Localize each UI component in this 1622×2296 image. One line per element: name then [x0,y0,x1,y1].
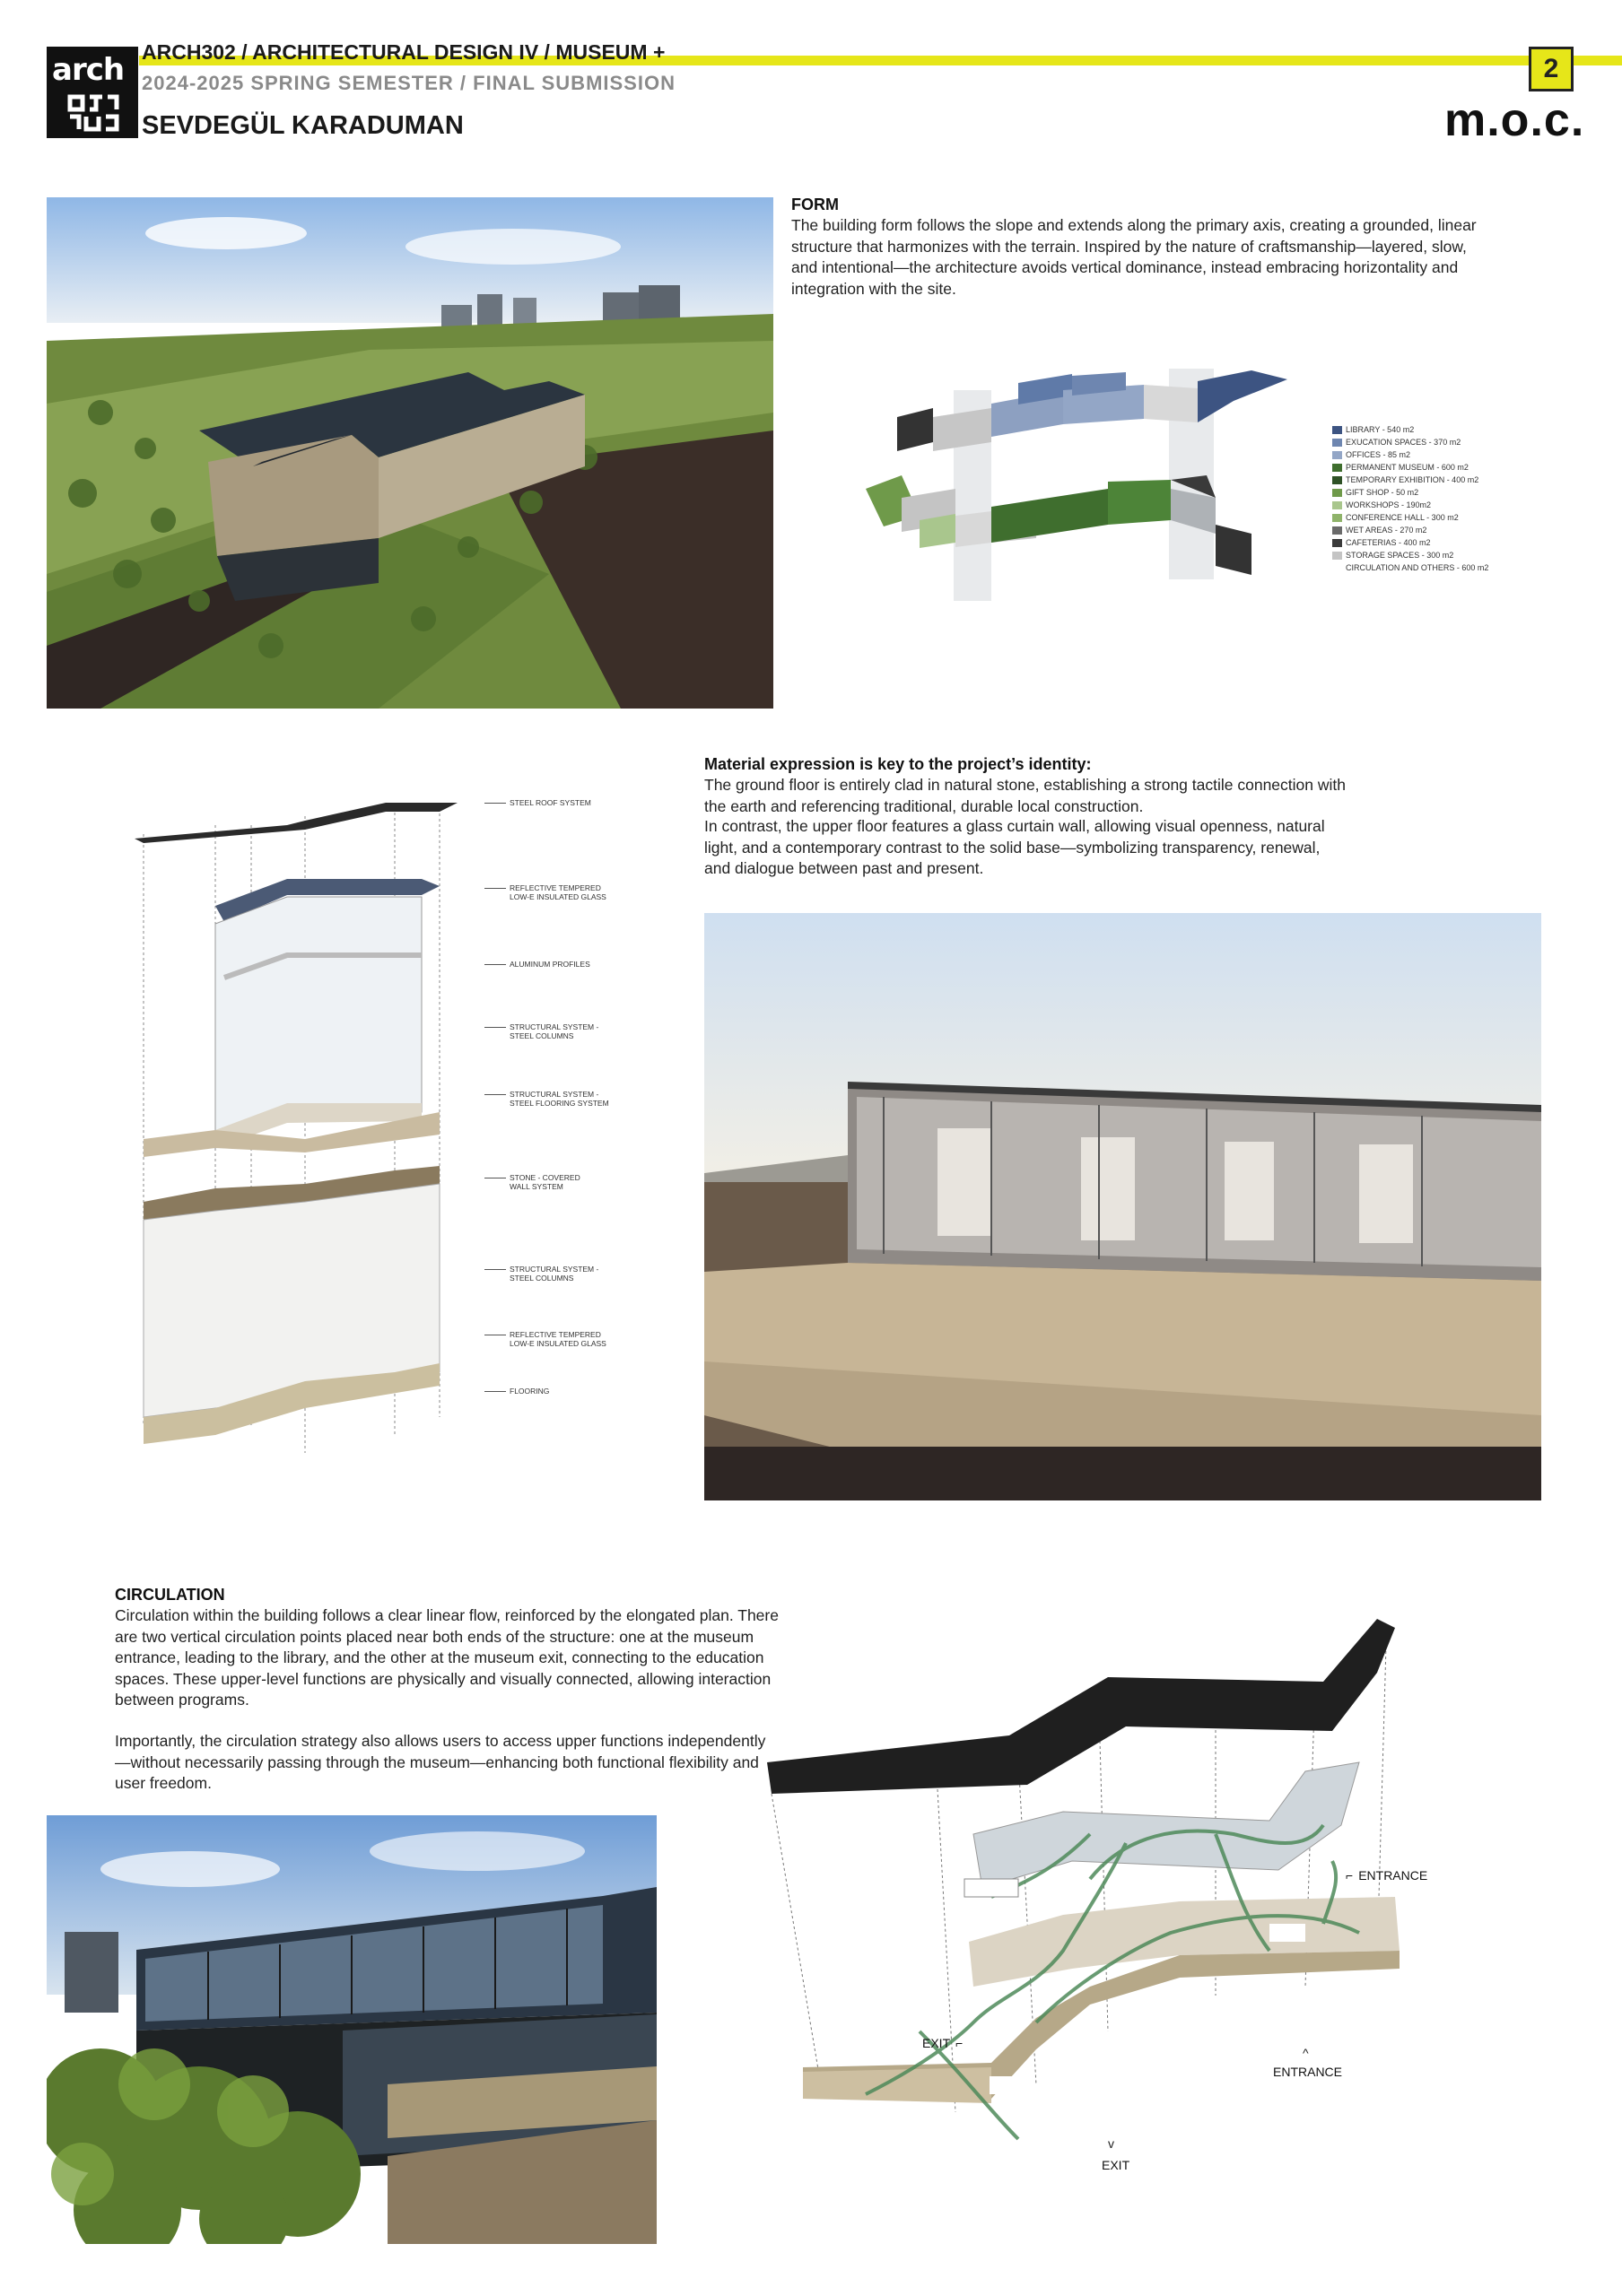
legend-item: STORAGE SPACES - 300 m2 [1332,551,1453,560]
entry-arrow-icon: ^ [1303,2046,1309,2060]
legend-item: PERMANENT MUSEUM - 600 m2 [1332,463,1469,472]
course-title: ARCH302 / ARCHITECTURAL DESIGN IV / MUSEUM + [142,40,666,64]
label-exit-bottom: EXIT [1102,2158,1130,2172]
entry-arrow-icon: ⌐ [1346,1868,1354,1883]
legend-swatch [1332,426,1342,434]
facade-render [704,913,1541,1500]
label-entrance-upper: ⌐ ENTRANCE [1346,1868,1428,1883]
legend-swatch [1332,552,1342,560]
material-text-1: The ground floor is entirely clad in natural stone, establishing a strong tactile connection with the earth and referencing traditional, durable local construction. [704,776,1346,815]
circulation-diagram [767,1610,1431,2184]
legend-swatch [1332,439,1342,447]
program-massing-diagram [857,363,1341,601]
legend-item: WORKSHOPS - 190m2 [1332,500,1431,509]
material-title: Material expression is key to the project’s identity: [704,755,1092,773]
legend-item: CIRCULATION AND OTHERS - 600 m2 [1332,563,1488,572]
legend-swatch [1332,564,1342,572]
legend-item: WET AREAS - 270 m2 [1332,526,1426,535]
circulation-title: CIRCULATION [115,1586,225,1604]
logo-text: arch [52,52,125,88]
aerial-render [47,197,773,709]
legend-item: CONFERENCE HALL - 300 m2 [1332,513,1459,522]
legend-item: GIFT SHOP - 50 m2 [1332,488,1418,497]
label-entrance-lower: ENTRANCE [1273,2065,1343,2079]
legend-item: OFFICES - 85 m2 [1332,450,1410,459]
legend-item: LIBRARY - 540 m2 [1332,425,1414,434]
circulation-text-1: Circulation within the building follows a clear linear flow, reinforced by the elongated plan. There are two vertical circulation points placed near both ends of the structure: one at the museum entrance, leading to the library, and the other at the museum exit, connecting to the education spaces. These upper-level functions are physically and visually connected, allowing interaction between programs. [115,1606,779,1709]
legend-swatch [1332,526,1342,535]
arch-logo [47,47,138,138]
logo-glyph-icon [66,93,120,133]
form-text: The building form follows the slope and extends along the primary axis, creating a grounded, linear structure that harmonizes with the terrain. Inspired by the nature of craftsmanship—layered, slow, and intentional—the architecture avoids vertical dominance, instead embracing horizontality and integration with the site. [791,216,1477,298]
program-legend [1332,425,1503,582]
exploded-axonometric [126,789,484,1471]
legend-swatch [1332,451,1342,459]
semester-title: 2024-2025 SPRING SEMESTER / FINAL SUBMISSION [142,72,676,94]
project-code: m.o.c. [1444,94,1585,146]
perspective-render [47,1815,657,2244]
material-text-2: In contrast, the upper floor features a glass curtain wall, allowing visual openness, natural light, and a contemporary contrast to the solid base—symbolizing transparency, renewal, and dialogue between past and present. [704,817,1325,877]
legend-swatch [1332,489,1342,497]
legend-swatch [1332,539,1342,547]
page-number: 2 [1529,47,1574,91]
circulation-text-2: Importantly, the circulation strategy also allows users to access upper functions independently—without necessarily passing through the museum—enhancing both functional flexibility and user freedom. [115,1732,766,1792]
legend-swatch [1332,514,1342,522]
legend-swatch [1332,501,1342,509]
legend-item: TEMPORARY EXHIBITION - 400 m2 [1332,475,1478,484]
legend-item: EXUCATION SPACES - 370 m2 [1332,438,1461,447]
author-name: SEVDEGÜL KARADUMAN [142,111,464,140]
layer-labels: STEEL ROOF SYSTEM REFLECTIVE TEMPERED LOW-E INSULATED GLASS ALUMINUM PROFILES STRUCTURAL SYSTEM - STEEL COLUMNS STRUCTURAL SYSTEM - STEEL FLOORING SYSTEM STONE - COVERED WALL SYSTEM STRUCTURAL SYSTEM - STEEL COLUMNS REFLECTIVE TEMPERED LOW-E INSULATED GLASS FLOORING [484,803,646,1404]
legend-swatch [1332,464,1342,472]
legend-swatch [1332,476,1342,484]
legend-item: CAFETERIAS - 400 m2 [1332,538,1431,547]
label-exit-left: EXIT ⌐ [922,2036,964,2050]
exit-arrow-icon: ⌐ [955,2036,964,2050]
exit-arrow-icon: v [1108,2136,1114,2151]
form-title: FORM [791,196,839,213]
